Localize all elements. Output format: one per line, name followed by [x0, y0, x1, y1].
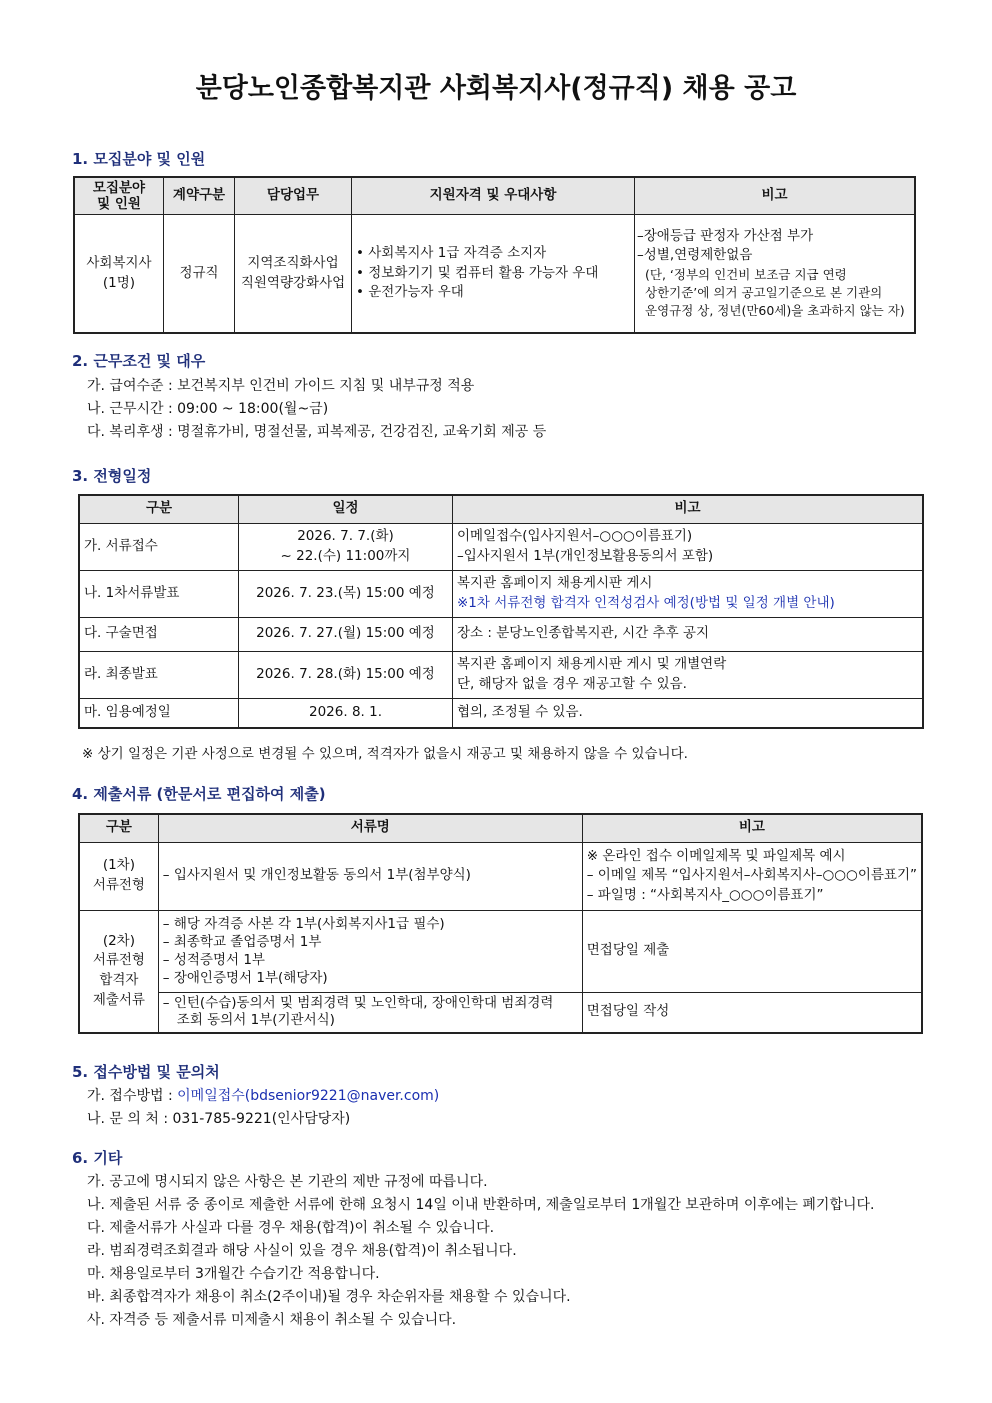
remark-line: 복지관 홈페이지 채용게시판 게시 — [457, 574, 653, 591]
col-header-contract: 계약구분 — [164, 177, 235, 215]
document-line: – 해당 자격증 사본 각 1부(사회복지사1급 필수) — [162, 915, 445, 932]
work-condition-item: 가. 급여수준 : 보건복지부 인건비 가이드 지침 및 내부규정 적용 — [87, 378, 475, 394]
remark-line: 복지관 홈페이지 채용게시판 게시 및 개별연락 — [457, 655, 727, 672]
date-line: ~ 22.(수) 11:00까지 — [280, 547, 411, 564]
misc-item: 라. 범죄경력조회결과 해당 사실이 있을 경우 채용(합격)이 취소됩니다. — [87, 1243, 517, 1259]
remark-line: –입사지원서 1부(개인정보활용동의서 포함) — [457, 547, 714, 564]
section-6-heading: 6. 기타 — [72, 1149, 123, 1167]
table-row — [79, 842, 922, 910]
remark-cell: 장소 : 분당노인종합복지관, 시간 추후 공지 — [453, 617, 924, 651]
documents-cell — [158, 992, 582, 1033]
documents-cell — [158, 910, 582, 992]
document-line: – 인턴(수습)동의서 및 범죄경력 및 노인학대, 장애인학대 범죄경력 — [162, 994, 554, 1011]
category-line: 서류전형 — [92, 877, 145, 893]
col-header-field: 모집분야 및 인원 — [74, 177, 164, 215]
remark-line: ※ 온라인 접수 이메일제목 및 파일제목 예시 — [586, 847, 846, 864]
qualification-item: • 운전가능자 우대 — [356, 284, 464, 301]
col-header-remarks: 비고 — [453, 495, 924, 523]
table-row — [79, 570, 923, 617]
duty-item: 직원역량강화사업 — [240, 274, 346, 291]
date-cell: 2026. 8. 1. — [239, 698, 453, 728]
remark-cell: 면접당일 제출 — [582, 910, 922, 992]
document-line: – 장애인증명서 1부(해당자) — [162, 970, 328, 987]
col-header-remarks: 비고 — [582, 814, 922, 842]
section-3-heading: 3. 전형일정 — [72, 467, 152, 485]
misc-item: 사. 자격증 등 제출서류 미제출시 채용이 취소될 수 있습니다. — [87, 1312, 457, 1328]
field-cell — [74, 215, 164, 333]
stage-cell: 마. 임용예정일 — [79, 698, 239, 728]
misc-item: 가. 공고에 명시되지 않은 사항은 본 기관의 제반 규정에 따릅니다. — [87, 1174, 488, 1190]
schedule-table — [78, 494, 924, 729]
note-item: –장애등급 판정자 가산점 부가 — [637, 227, 814, 244]
misc-item: 마. 채용일로부터 3개월간 수습기간 적용합니다. — [87, 1266, 380, 1282]
category-line: 서류전형 — [92, 952, 145, 969]
section-1-heading: 1. 모집분야 및 인원 — [72, 150, 206, 168]
document-line: 조회 동의서 1부(기관서식) — [176, 1012, 335, 1029]
page-title: 분당노인종합복지관 사회복지사(정규직) 채용 공고 — [195, 73, 797, 104]
note-item: (단, ‘정부의 인건비 보조금 지급 연령 — [645, 267, 847, 282]
application-method-label: 가. 접수방법 : — [87, 1088, 178, 1104]
remark-cell — [453, 651, 924, 698]
col-header-category: 구분 — [79, 814, 158, 842]
date-line: 2026. 7. 7.(화) — [297, 527, 394, 544]
recruitment-table — [73, 176, 916, 334]
note-item: 상한기준’에 의거 공고일기준으로 본 기관의 — [645, 285, 883, 301]
schedule-footnote: ※ 상기 일정은 기관 사정으로 변경될 수 있으며, 적격자가 없을시 재공고 및 채용하지 않을 수 있습니다. — [82, 746, 688, 762]
work-condition-item: 나. 근무시간 : 09:00 ~ 18:00(월~금) — [87, 401, 329, 417]
duties-cell — [235, 215, 352, 333]
section-5-heading: 5. 접수방법 및 문의처 — [72, 1063, 220, 1081]
col-header-documents: 서류명 — [158, 814, 582, 842]
category-cell — [79, 842, 158, 910]
misc-item: 바. 최종합격자가 채용이 취소(2주이내)될 경우 차순위자를 채용할 수 있습니다. — [87, 1289, 571, 1305]
note-item: 운영규정 상, 정년(만60세)을 초과하지 않는 자) — [645, 303, 905, 319]
contract-cell: 정규직 — [164, 215, 235, 333]
col-header-duties: 담당업무 — [235, 177, 352, 215]
remark-cell: 협의, 조정될 수 있음. — [453, 698, 924, 728]
section-4-heading: 4. 제출서류 (한문서로 편집하여 제출) — [72, 785, 326, 803]
section-2-heading: 2. 근무조건 및 대우 — [72, 352, 206, 370]
remark-line: – 파일명 : “사회복지사_○○○이름표기” — [586, 886, 824, 903]
table-row — [79, 651, 923, 698]
category-line: (2차) — [102, 932, 135, 949]
table-row — [79, 698, 923, 728]
category-line: (1차) — [102, 857, 135, 874]
work-condition-item: 다. 복리후생 : 명절휴가비, 명절선물, 피복제공, 건강검진, 교육기회 제공 등 — [87, 424, 547, 440]
documents-table — [78, 813, 923, 1034]
duty-item: 지역조직화사업 — [247, 255, 339, 272]
stage-cell: 라. 최종발표 — [79, 651, 239, 698]
note-item: –성별,연령제한없음 — [637, 247, 753, 264]
documents-cell: – 입사지원서 및 개인정보활동 동의서 1부(첨부양식) — [158, 842, 582, 910]
remark-cell — [453, 570, 924, 617]
table-row — [79, 523, 923, 570]
remark-cell: 면접당일 작성 — [582, 992, 922, 1033]
col-header-stage: 구분 — [79, 495, 239, 523]
field-name: 사회복지사 — [86, 255, 152, 272]
stage-cell: 나. 1차서류발표 — [79, 570, 239, 617]
field-count: (1명) — [102, 274, 136, 291]
qualification-item: • 사회복지사 1급 자격증 소지자 — [356, 245, 547, 262]
col-header-date: 일정 — [239, 495, 453, 523]
remark-line: – 이메일 제목 “입사지원서–사회복지사–○○○이름표기” — [586, 867, 917, 884]
document-line: – 최종학교 졸업증명서 1부 — [162, 933, 322, 950]
table-row — [79, 992, 922, 1033]
stage-cell: 다. 구술면접 — [79, 617, 239, 651]
contact-info: 나. 문 의 처 : 031-785-9221(인사담당자) — [87, 1111, 351, 1127]
date-cell: 2026. 7. 27.(월) 15:00 예정 — [239, 617, 453, 651]
col-header-notes: 비고 — [635, 177, 916, 215]
remark-cell — [453, 523, 924, 570]
col-header-qualifications: 지원자격 및 우대사항 — [352, 177, 635, 215]
remark-line: 단, 해당자 없을 경우 재공고할 수 있음. — [457, 675, 687, 692]
table-row — [79, 617, 923, 651]
qualifications-cell — [352, 215, 635, 333]
qualification-item: • 정보화기기 및 컴퓨터 활용 가능자 우대 — [356, 264, 599, 281]
table-row — [79, 910, 922, 992]
misc-item: 나. 제출된 서류 중 종이로 제출한 서류에 한해 요청시 14일 이내 반환하며, 제출일로부터 1개월간 보관하며 이후에는 폐기합니다. — [87, 1197, 875, 1213]
stage-cell: 가. 서류접수 — [79, 523, 239, 570]
application-method — [87, 1085, 439, 1105]
misc-item: 다. 제출서류가 사실과 다를 경우 채용(합격)이 취소될 수 있습니다. — [87, 1220, 495, 1236]
application-email-link[interactable]: 이메일접수(bdsenior9221@naver.com) — [177, 1088, 440, 1104]
document-line: – 성적증명서 1부 — [162, 952, 265, 968]
notes-cell — [635, 215, 916, 333]
date-cell: 2026. 7. 28.(화) 15:00 예정 — [239, 651, 453, 698]
date-cell — [239, 523, 453, 570]
remark-line: 이메일접수(입사지원서–○○○이름표기) — [457, 527, 693, 544]
category-line: 합격자 — [99, 972, 139, 989]
remark-cell — [582, 842, 922, 910]
category-line: 제출서류 — [92, 991, 145, 1008]
category-cell — [79, 910, 158, 1033]
remark-highlight: ※1차 서류전형 합격자 인적성검사 예정(방법 및 일정 개별 안내) — [457, 594, 835, 611]
date-cell: 2026. 7. 23.(목) 15:00 예정 — [239, 570, 453, 617]
